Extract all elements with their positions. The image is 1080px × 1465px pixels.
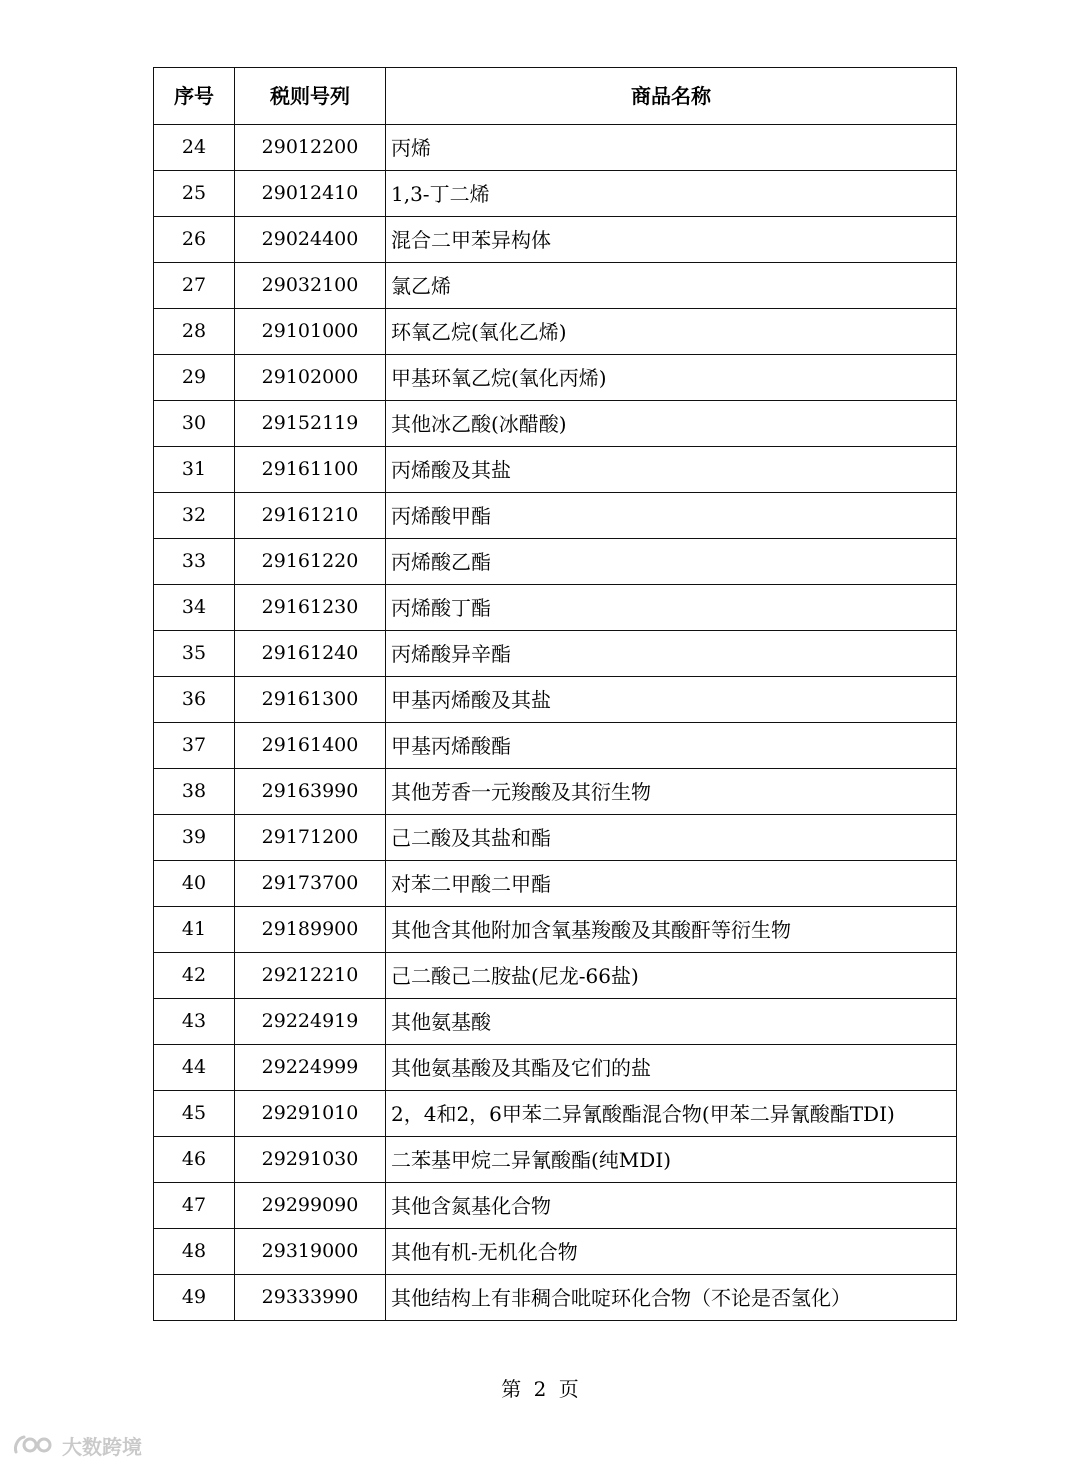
cell-tariff-code: 29319000 [235, 1229, 386, 1275]
cell-serial-number: 25 [154, 171, 235, 217]
cell-product-name: 丙烯酸异辛酯 [386, 631, 957, 677]
table-row [154, 539, 957, 585]
table-row [154, 309, 957, 355]
cell-tariff-code: 29161300 [235, 677, 386, 723]
cell-serial-number: 42 [154, 953, 235, 999]
cell-tariff-code: 29224919 [235, 999, 386, 1045]
cell-product-name: 丙烯 [386, 125, 957, 171]
cell-product-name: 二苯基甲烷二异氰酸酯(纯MDI) [386, 1137, 957, 1183]
cell-product-name: 混合二甲苯异构体 [386, 217, 957, 263]
table-header-row [154, 68, 957, 125]
watermark [12, 1430, 142, 1460]
cell-serial-number: 33 [154, 539, 235, 585]
table-row [154, 447, 957, 493]
table-row [154, 631, 957, 677]
cell-serial-number: 26 [154, 217, 235, 263]
cell-product-name: 其他氨基酸 [386, 999, 957, 1045]
header-tariff-code: 税则号列 [235, 68, 386, 125]
cell-tariff-code: 29161400 [235, 723, 386, 769]
cell-serial-number: 44 [154, 1045, 235, 1091]
cell-tariff-code: 29171200 [235, 815, 386, 861]
table-row [154, 1229, 957, 1275]
cell-tariff-code: 29012410 [235, 171, 386, 217]
table-row [154, 125, 957, 171]
cell-product-name: 己二酸及其盐和酯 [386, 815, 957, 861]
cell-tariff-code: 29163990 [235, 769, 386, 815]
table-row [154, 1183, 957, 1229]
cell-product-name: 己二酸己二胺盐(尼龙-66盐) [386, 953, 957, 999]
tariff-table [153, 67, 957, 1321]
cell-tariff-code: 29012200 [235, 125, 386, 171]
cell-tariff-code: 29161210 [235, 493, 386, 539]
cell-product-name: 丙烯酸乙酯 [386, 539, 957, 585]
cell-serial-number: 39 [154, 815, 235, 861]
cell-tariff-code: 29173700 [235, 861, 386, 907]
cell-serial-number: 49 [154, 1275, 235, 1321]
cell-product-name: 2，4和2，6甲苯二异氰酸酯混合物(甲苯二异氰酸酯TDI) [386, 1091, 957, 1137]
cell-serial-number: 45 [154, 1091, 235, 1137]
cell-product-name: 丙烯酸丁酯 [386, 585, 957, 631]
cell-tariff-code: 29333990 [235, 1275, 386, 1321]
cell-serial-number: 35 [154, 631, 235, 677]
cell-product-name: 其他芳香一元羧酸及其衍生物 [386, 769, 957, 815]
cell-serial-number: 29 [154, 355, 235, 401]
cell-product-name: 其他有机-无机化合物 [386, 1229, 957, 1275]
table-row [154, 769, 957, 815]
cell-product-name: 对苯二甲酸二甲酯 [386, 861, 957, 907]
table-row [154, 1137, 957, 1183]
cell-tariff-code: 29032100 [235, 263, 386, 309]
cell-product-name: 丙烯酸及其盐 [386, 447, 957, 493]
cell-serial-number: 38 [154, 769, 235, 815]
table-row [154, 815, 957, 861]
cell-tariff-code: 29189900 [235, 907, 386, 953]
table-row [154, 1045, 957, 1091]
cell-serial-number: 30 [154, 401, 235, 447]
cell-product-name: 氯乙烯 [386, 263, 957, 309]
cell-product-name: 其他冰乙酸(冰醋酸) [386, 401, 957, 447]
brand-logo-icon [12, 1432, 56, 1458]
cell-product-name: 甲基丙烯酸及其盐 [386, 677, 957, 723]
table-row [154, 355, 957, 401]
cell-product-name: 丙烯酸甲酯 [386, 493, 957, 539]
cell-serial-number: 48 [154, 1229, 235, 1275]
cell-tariff-code: 29212210 [235, 953, 386, 999]
cell-tariff-code: 29024400 [235, 217, 386, 263]
table-row [154, 677, 957, 723]
table-row [154, 1091, 957, 1137]
cell-serial-number: 36 [154, 677, 235, 723]
cell-tariff-code: 29152119 [235, 401, 386, 447]
cell-serial-number: 41 [154, 907, 235, 953]
table-row [154, 953, 957, 999]
cell-serial-number: 31 [154, 447, 235, 493]
cell-serial-number: 24 [154, 125, 235, 171]
cell-serial-number: 32 [154, 493, 235, 539]
table-row [154, 723, 957, 769]
cell-product-name: 其他结构上有非稠合吡啶环化合物（不论是否氢化） [386, 1275, 957, 1321]
cell-serial-number: 40 [154, 861, 235, 907]
table-row [154, 585, 957, 631]
cell-product-name: 其他含氮基化合物 [386, 1183, 957, 1229]
cell-serial-number: 37 [154, 723, 235, 769]
page-number: 第 2 页 [501, 1377, 579, 1401]
table-row [154, 1275, 957, 1321]
cell-tariff-code: 29161100 [235, 447, 386, 493]
cell-product-name: 甲基丙烯酸酯 [386, 723, 957, 769]
cell-tariff-code: 29224999 [235, 1045, 386, 1091]
watermark-text: 大数跨境 [62, 1434, 142, 1459]
cell-tariff-code: 29101000 [235, 309, 386, 355]
header-product-name: 商品名称 [386, 68, 957, 125]
cell-serial-number: 28 [154, 309, 235, 355]
cell-serial-number: 47 [154, 1183, 235, 1229]
cell-serial-number: 34 [154, 585, 235, 631]
table-body [154, 125, 957, 1321]
table-row [154, 907, 957, 953]
table-row [154, 263, 957, 309]
document-sheet [153, 67, 956, 1321]
table-row [154, 171, 957, 217]
cell-product-name: 其他氨基酸及其酯及它们的盐 [386, 1045, 957, 1091]
cell-serial-number: 43 [154, 999, 235, 1045]
cell-tariff-code: 29291010 [235, 1091, 386, 1137]
table-row [154, 861, 957, 907]
cell-product-name: 其他含其他附加含氧基羧酸及其酸酐等衍生物 [386, 907, 957, 953]
table-row [154, 401, 957, 447]
cell-tariff-code: 29102000 [235, 355, 386, 401]
table-row [154, 999, 957, 1045]
cell-product-name: 环氧乙烷(氧化乙烯) [386, 309, 957, 355]
cell-product-name: 甲基环氧乙烷(氧化丙烯) [386, 355, 957, 401]
cell-tariff-code: 29291030 [235, 1137, 386, 1183]
cell-serial-number: 27 [154, 263, 235, 309]
cell-tariff-code: 29161220 [235, 539, 386, 585]
cell-tariff-code: 29161230 [235, 585, 386, 631]
table-row [154, 493, 957, 539]
cell-product-name: 1,3-丁二烯 [386, 171, 957, 217]
header-serial-number: 序号 [154, 68, 235, 125]
cell-serial-number: 46 [154, 1137, 235, 1183]
cell-tariff-code: 29299090 [235, 1183, 386, 1229]
table-row [154, 217, 957, 263]
cell-tariff-code: 29161240 [235, 631, 386, 677]
